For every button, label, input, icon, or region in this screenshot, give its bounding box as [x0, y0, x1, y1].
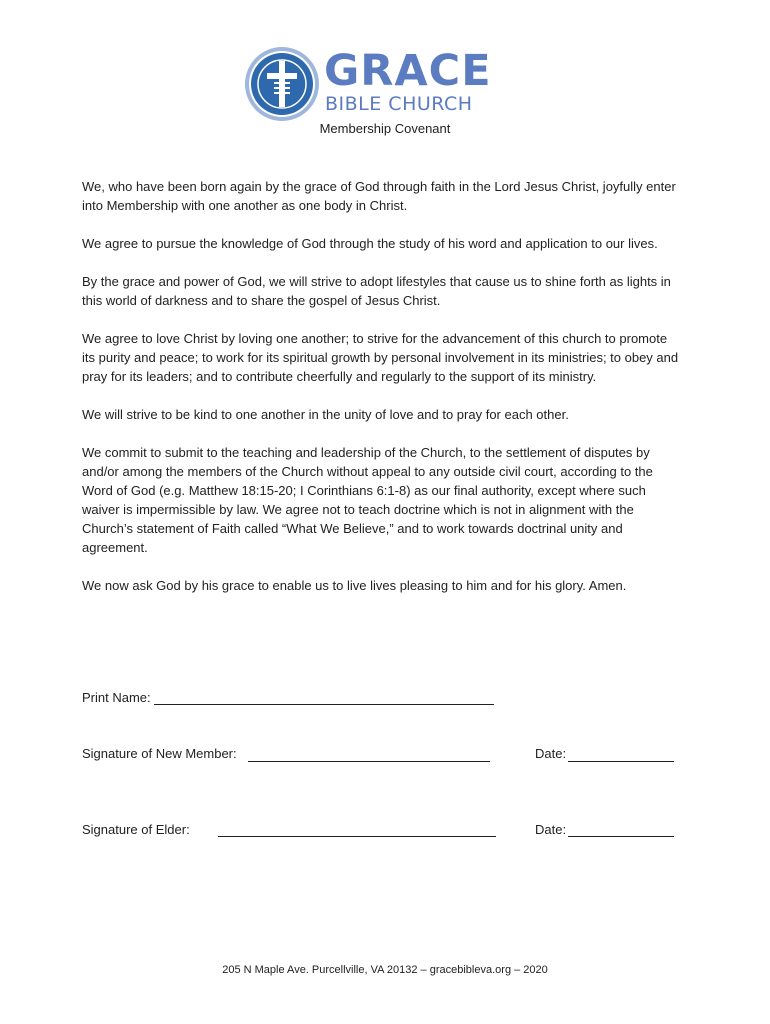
print-name-line[interactable]: [154, 704, 494, 705]
covenant-paragraph-6: We commit to submit to the teaching and leadership of the Church, to the settlement of disputes by and/or among the members of the Church without appeal to any outside civil court, according to the Word of God (e.g. Matthew 18:15-20; I Corinthians 6:1-8) as our final authority, except where such waiver is impermissible by law. We agree not to teach doctrine which is not in alignment with the Church’s statement of Faith called “What We Believe,” and to work towards doctrinal unity and agreement.: [82, 445, 653, 555]
covenant-paragraph-4: We agree to love Christ by loving one another; to strive for the advancement of this church to promote its purity and peace; to work for its spiritual growth by personal involvement in its ministries; to obey and pray for its leaders; and to contribute cheerfully and regularly to the support of its ministry.: [82, 331, 679, 384]
new-member-signature-line[interactable]: [248, 761, 490, 762]
covenant-paragraph-7: We now ask God by his grace to enable us to live lives pleasing to him and for his glory. Amen.: [82, 578, 627, 593]
cross-icon: [244, 46, 320, 122]
logo-wordmark-bible-church: BIBLE CHURCH: [325, 93, 473, 115]
date-label-elder: Date:: [535, 822, 567, 837]
page-title: Membership Covenant: [319, 121, 451, 136]
new-member-signature-label: Signature of New Member:: [82, 746, 237, 761]
page-footer: 205 N Maple Ave. Purcellville, VA 20132 – gracebibleva.org – 2020: [222, 964, 548, 976]
print-name-label: Print Name:: [82, 690, 151, 705]
covenant-paragraph-1: We, who have been born again by the grace of God through faith in the Lord Jesus Christ, joyfully enter into Membership with one another as one body in Christ.: [82, 179, 676, 213]
covenant-paragraph-5: We will strive to be kind to one another in the unity of love and to pray for each other.: [82, 407, 569, 422]
logo-wordmark-grace: GRACE: [324, 46, 492, 96]
covenant-paragraph-2: We agree to pursue the knowledge of God through the study of his word and application to our lives.: [82, 236, 658, 251]
date-label-member: Date:: [535, 746, 567, 761]
elder-signature-line[interactable]: [218, 836, 496, 837]
covenant-paragraph-3: By the grace and power of God, we will strive to adopt lifestyles that cause us to shine forth as lights in this world of darkness and to share the gospel of Jesus Christ.: [82, 274, 671, 308]
date-line-elder[interactable]: [568, 836, 674, 837]
elder-signature-label: Signature of Elder:: [82, 822, 190, 837]
date-line-member[interactable]: [568, 761, 674, 762]
church-logo: [244, 46, 492, 126]
covenant-body: [82, 177, 682, 614]
